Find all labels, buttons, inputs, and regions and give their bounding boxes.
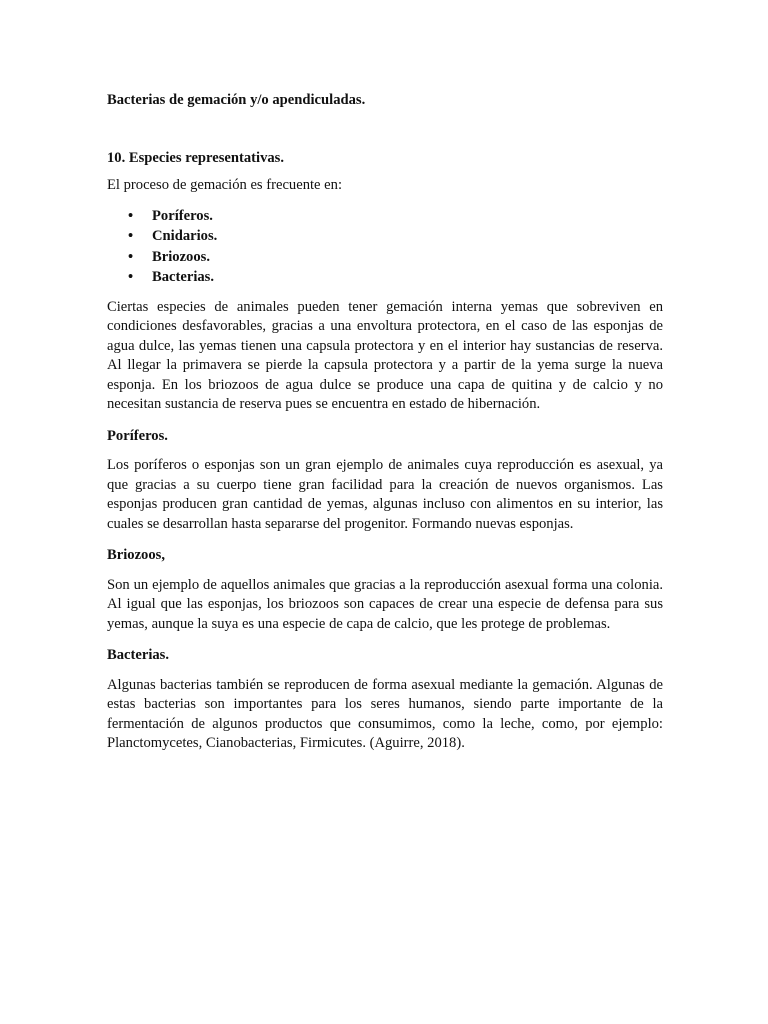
list-item-label: Cnidarios.: [152, 228, 218, 244]
document-title: Bacterias de gemación y/o apendiculadas.: [107, 92, 366, 108]
list-item-label: Bacterias.: [152, 269, 215, 285]
paragraph-bacterias: Algunas bacterias también se reproducen de forma asexual mediante la gemación. Algunas de estas bacterias son importantes para los seres humanos, siendo parte importante de la fermentación de algunos productos que consumimos, como la leche, como, por ejemplo: Planctomycetes, Cianobacterias, Firmicutes. (Aguirre, 2018).: [107, 676, 663, 751]
subheading-bacterias: Bacterias.: [107, 647, 170, 663]
list-item-label: Poríferos.: [152, 207, 213, 224]
bullet-icon: •: [128, 228, 134, 244]
paragraph-poriferos: Los poríferos o esponjas son un gran ejemplo de animales cuya reproducción es asexual, ya que gracias a su cuerpo tiene gran facilidad para la creación de nuevos organismos. Las esponjas producen gran cantidad de yemas, algunas incluso con alimentos en su interior, las cuales se desarrollan hasta separarse del progenitor. Formando nuevas esponjas.: [107, 457, 663, 532]
subheading-briozoos: Briozoos,: [107, 547, 165, 563]
list-item: [107, 226, 663, 247]
paragraph-gemacion-interna: Ciertas especies de animales pueden tener gemación interna yemas que sobreviven en condiciones desfavorables, gracias a una envoltura protectora, en el caso de las esponjas de agua dulce, las yemas tienen una capsula protectora y en el interior hay sustancias de reserva. Al llegar la primavera se pierde la capsula protectora y a partir de la yema surge la nueva esponja. En los briozoos de agua dulce se produce una capa de quitina y de calcio y no necesitan sustancia de reserva pues se encuentra en estado de hibernación.: [107, 298, 663, 412]
list-item-label: Briozoos.: [152, 248, 210, 265]
bullet-icon: •: [128, 269, 134, 285]
bullet-list: [107, 206, 663, 288]
paragraph-briozoos: Son un ejemplo de aquellos animales que gracias a la reproducción asexual forma una colonia. Al igual que las esponjas, los briozoos son capaces de crear una especie de defensa para sus yemas, aunque la suya es una especie de capa de calcio, que les protege de problemas.: [107, 576, 663, 632]
bullet-icon: •: [128, 207, 134, 224]
subheading-poriferos: Poríferos.: [107, 427, 168, 444]
bullet-icon: •: [128, 248, 134, 265]
intro-text: El proceso de gemación es frecuente en:: [107, 177, 343, 193]
list-item: [107, 267, 663, 288]
section-heading: 10. Especies representativas.: [107, 149, 284, 166]
document-body: [107, 91, 663, 754]
list-item: [107, 206, 663, 227]
list-item: [107, 247, 663, 268]
